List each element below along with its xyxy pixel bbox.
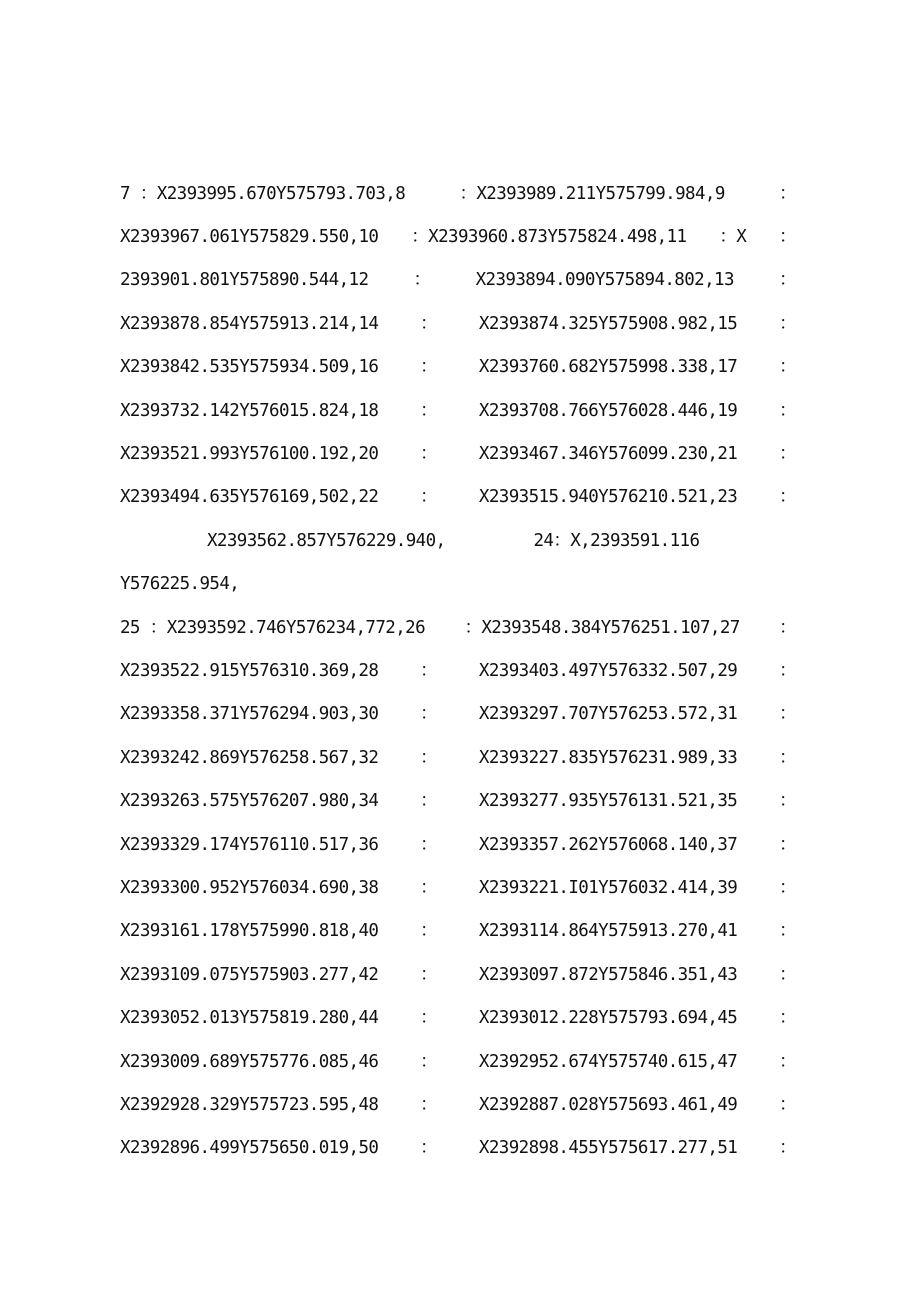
- text-segment: X2393967.061Y575829.550,10: [120, 227, 379, 248]
- text-segment: ：: [779, 183, 796, 204]
- text-segment: X2393329.174Y576110.517,36: [120, 834, 379, 855]
- text-segment: X2393227.835Y576231.989,33: [478, 747, 738, 768]
- text-segment: ：: [420, 357, 438, 378]
- text-segment: ：: [779, 487, 796, 508]
- text-segment: ：: [779, 1138, 796, 1159]
- text-line: [120, 736, 796, 779]
- text-segment: 7 ：X2393995.670Y575793.703,8: [120, 183, 406, 204]
- text-segment: ：X: [719, 227, 747, 248]
- text-segment: ：: [420, 1008, 438, 1029]
- text-segment: ：: [779, 964, 796, 985]
- text-segment: 25 ：X2393592.746Y576234,772,26: [120, 617, 426, 638]
- text-line: [120, 476, 796, 519]
- text-segment: X2393297.707Y576253.572,31: [478, 704, 738, 725]
- text-segment: ：: [779, 400, 796, 421]
- text-segment: X2392896.499Y575650.019,50: [120, 1138, 379, 1159]
- text-segment: 2393901.801Y575890.544,12: [120, 270, 369, 291]
- text-segment: X2393494.635Y576169,502,22: [120, 487, 379, 508]
- text-segment: ：: [779, 357, 796, 378]
- text-segment: ：: [779, 227, 796, 248]
- text-segment: X2393358.371Y576294.903,30: [120, 704, 379, 725]
- text-segment: X2393522.915Y576310.369,28: [120, 660, 379, 681]
- text-segment: X2392887.028Y575693.461,49: [478, 1094, 738, 1115]
- text-segment: X2393097.872Y575846.351,43: [478, 964, 738, 985]
- text-segment: ：: [413, 270, 431, 291]
- text-segment: X2393221.I01Y576032.414,39: [478, 877, 738, 898]
- text-segment: ：: [420, 791, 438, 812]
- text-segment: ：: [420, 964, 438, 985]
- text-segment: ：: [779, 617, 796, 638]
- text-line: [120, 1083, 796, 1126]
- text-segment: X2393878.854Y575913.214,14: [120, 313, 379, 334]
- text-segment: ：: [779, 270, 796, 291]
- text-segment: ：: [779, 704, 796, 725]
- text-segment: ：: [420, 400, 438, 421]
- text-segment: X2393894.090Y575894.802,13: [475, 270, 734, 291]
- text-segment: ：: [779, 834, 796, 855]
- text-segment: ：: [420, 877, 438, 898]
- text-line: [120, 649, 796, 692]
- text-segment: X2393109.075Y575903.277,42: [120, 964, 379, 985]
- text-segment: X2393263.575Y576207.980,34: [120, 791, 379, 812]
- text-line: [120, 1127, 796, 1170]
- text-line: [120, 996, 796, 1039]
- text-line: [120, 823, 796, 866]
- text-segment: ：: [779, 660, 796, 681]
- text-segment: X2393114.864Y575913.270,41: [478, 921, 738, 942]
- text-line: [120, 779, 796, 822]
- text-segment: ：: [779, 747, 796, 768]
- text-line: [120, 1040, 796, 1083]
- text-segment: ：: [779, 313, 796, 334]
- text-segment: X2393708.766Y576028.446,19: [478, 400, 738, 421]
- text-segment: X2393242.869Y576258.567,32: [120, 747, 379, 768]
- text-segment: ：: [420, 704, 438, 725]
- text-segment: ：: [779, 921, 796, 942]
- text-segment: ：: [420, 834, 438, 855]
- text-segment: X2393277.935Y576131.521,35: [478, 791, 738, 812]
- text-segment: X2393521.993Y576100.192,20: [120, 444, 379, 465]
- text-segment: X2393403.497Y576332.507,29: [478, 660, 738, 681]
- text-segment: X2393009.689Y575776.085,46: [120, 1051, 379, 1072]
- text-segment: ：: [420, 747, 438, 768]
- text-segment: X2393357.262Y576068.140,37: [478, 834, 738, 855]
- text-segment: X2393562.857Y576229.940,: [207, 530, 446, 551]
- text-segment: ：: [420, 921, 438, 942]
- text-segment: X2392928.329Y575723.595,48: [120, 1094, 379, 1115]
- text-segment: ：: [420, 444, 438, 465]
- text-line: [120, 172, 796, 215]
- text-segment: ：: [420, 1051, 438, 1072]
- text-segment: X2393515.940Y576210.521,23: [478, 487, 738, 508]
- text-line: [120, 693, 796, 736]
- text-segment: X2393052.013Y575819.280,44: [120, 1008, 379, 1029]
- text-segment: ：: [420, 313, 438, 334]
- text-segment: ：: [779, 877, 796, 898]
- text-segment: Y576225.954,: [120, 574, 240, 595]
- text-segment: 24：X,2393591.116: [533, 530, 700, 551]
- text-segment: ：: [420, 487, 438, 508]
- text-line: [120, 432, 796, 475]
- text-segment: ：: [779, 1094, 796, 1115]
- text-line: [120, 346, 796, 389]
- text-segment: X2393161.178Y575990.818,40: [120, 921, 379, 942]
- text-line: [120, 259, 796, 302]
- text-segment: ：: [420, 1138, 438, 1159]
- text-line: [120, 953, 796, 996]
- text-segment: X2393842.535Y575934.509,16: [120, 357, 379, 378]
- text-segment: X2393012.228Y575793.694,45: [478, 1008, 738, 1029]
- text-segment: ：X2393548.384Y576251.107,27: [464, 617, 740, 638]
- text-segment: ：: [420, 660, 438, 681]
- text-segment: X2393874.325Y575908.982,15: [478, 313, 738, 334]
- text-line: [120, 866, 796, 909]
- coordinate-text-block: [120, 172, 796, 1170]
- text-segment: X2392952.674Y575740.615,47: [478, 1051, 738, 1072]
- text-segment: ：: [779, 1008, 796, 1029]
- text-segment: ：X2393960.873Y575824.498,11: [411, 227, 687, 248]
- text-line: [120, 606, 796, 649]
- text-segment: X2393300.952Y576034.690,38: [120, 877, 379, 898]
- text-segment: ：: [420, 1094, 438, 1115]
- text-line: [120, 389, 796, 432]
- text-line: [120, 302, 796, 345]
- text-segment: ：: [779, 444, 796, 465]
- text-segment: ：: [779, 1051, 796, 1072]
- text-segment: ：X2393989.211Y575799.984,9: [459, 183, 725, 204]
- text-line: [120, 519, 796, 562]
- text-segment: ：: [779, 791, 796, 812]
- text-line: [120, 910, 796, 953]
- text-segment: X2393467.346Y576099.230,21: [478, 444, 738, 465]
- text-line: [120, 215, 796, 258]
- text-line: [120, 563, 796, 606]
- text-segment: X2392898.455Y575617.277,51: [478, 1138, 738, 1159]
- text-segment: X2393732.142Y576015.824,18: [120, 400, 379, 421]
- text-segment: X2393760.682Y575998.338,17: [478, 357, 738, 378]
